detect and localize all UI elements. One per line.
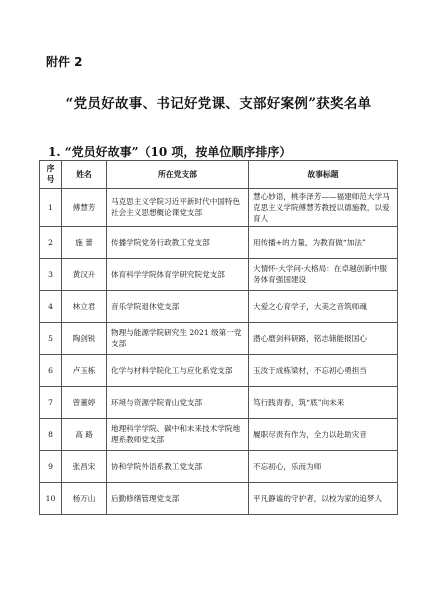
section-title: 1. “党员好故事”（10 项，按单位顺序排序）: [48, 145, 292, 159]
cell-story-title: 玉汝于成栋梁材，不忘初心勇担当: [249, 354, 398, 386]
cell-story-title: 不忘初心，乐而为师: [249, 450, 398, 482]
table-row: [40, 188, 398, 226]
cell-name: 陶剑锐: [62, 322, 107, 354]
cell-number: 8: [40, 418, 62, 450]
table-row: [40, 226, 398, 258]
cell-number: 5: [40, 322, 62, 354]
header-branch: 所在党支部: [107, 161, 249, 189]
cell-name: 张昌宋: [62, 450, 107, 482]
cell-name: 曾董婷: [62, 386, 107, 418]
table-row: [40, 258, 398, 290]
cell-number: 10: [40, 482, 62, 514]
cell-branch: 体育科学学院体育学研究院党支部: [107, 258, 249, 290]
cell-name: 施 蕾: [62, 226, 107, 258]
header-number: 序号: [40, 161, 62, 189]
cell-name: 黄汉升: [62, 258, 107, 290]
awards-table: [39, 160, 398, 515]
table-row: [40, 322, 398, 354]
cell-branch: 音乐学院退休党支部: [107, 290, 249, 322]
cell-name: 林立君: [62, 290, 107, 322]
cell-name: 傅慧芳: [62, 188, 107, 226]
cell-number: 9: [40, 450, 62, 482]
cell-story-title: 大爱之心育学子，大美之音筑师魂: [249, 290, 398, 322]
cell-branch: 化学与材料学院化工与应化系党支部: [107, 354, 249, 386]
cell-story-title: 平凡静谧的守护者，以校为家的追梦人: [249, 482, 398, 514]
attachment-label: 附件 2: [46, 55, 83, 69]
cell-branch: 地理科学学院、碳中和未来技术学院地理系教师党支部: [107, 418, 249, 450]
cell-number: 1: [40, 188, 62, 226]
cell-name: 杨万山: [62, 482, 107, 514]
cell-branch: 物理与能源学院研究生 2021 级第一党支部: [107, 322, 249, 354]
cell-story-title: 大情怀·大学问·大格局：在卓越创新中服务体育强国建设: [249, 258, 398, 290]
header-story-title: 故事标题: [249, 161, 398, 189]
table-row: [40, 386, 398, 418]
cell-branch: 马克思主义学院习近平新时代中国特色社会主义思想概论课党支部: [107, 188, 249, 226]
cell-number: 4: [40, 290, 62, 322]
cell-number: 6: [40, 354, 62, 386]
cell-branch: 协和学院外语系教工党支部: [107, 450, 249, 482]
table-row: [40, 290, 398, 322]
header-name: 姓名: [62, 161, 107, 189]
cell-number: 3: [40, 258, 62, 290]
table-row: [40, 450, 398, 482]
table-row: [40, 418, 398, 450]
document-title: “党员好故事、书记好党课、支部好案例”获奖名单: [65, 96, 372, 112]
cell-branch: 后勤修缮管理党支部: [107, 482, 249, 514]
table-row: [40, 354, 398, 386]
cell-story-title: 潜心磨剑科研路，铭志储能报国心: [249, 322, 398, 354]
cell-story-title: 慧心妙语，桃李泽芳——福建师范大学马克思主义学院傅慧芳教授以德施教，以爱育人: [249, 188, 398, 226]
cell-name: 高 路: [62, 418, 107, 450]
cell-name: 卢玉栋: [62, 354, 107, 386]
cell-story-title: 履职尽责有作为，全力以赴助灾音: [249, 418, 398, 450]
cell-story-title: 笃行践青春，筑“底”向未来: [249, 386, 398, 418]
cell-story-title: 用传播+的力量，为教育做“加法”: [249, 226, 398, 258]
table-header-row: [40, 161, 398, 189]
cell-number: 2: [40, 226, 62, 258]
table-row: [40, 482, 398, 514]
cell-branch: 传播学院党务行政教工党支部: [107, 226, 249, 258]
cell-number: 7: [40, 386, 62, 418]
cell-branch: 环境与资源学院青山党支部: [107, 386, 249, 418]
